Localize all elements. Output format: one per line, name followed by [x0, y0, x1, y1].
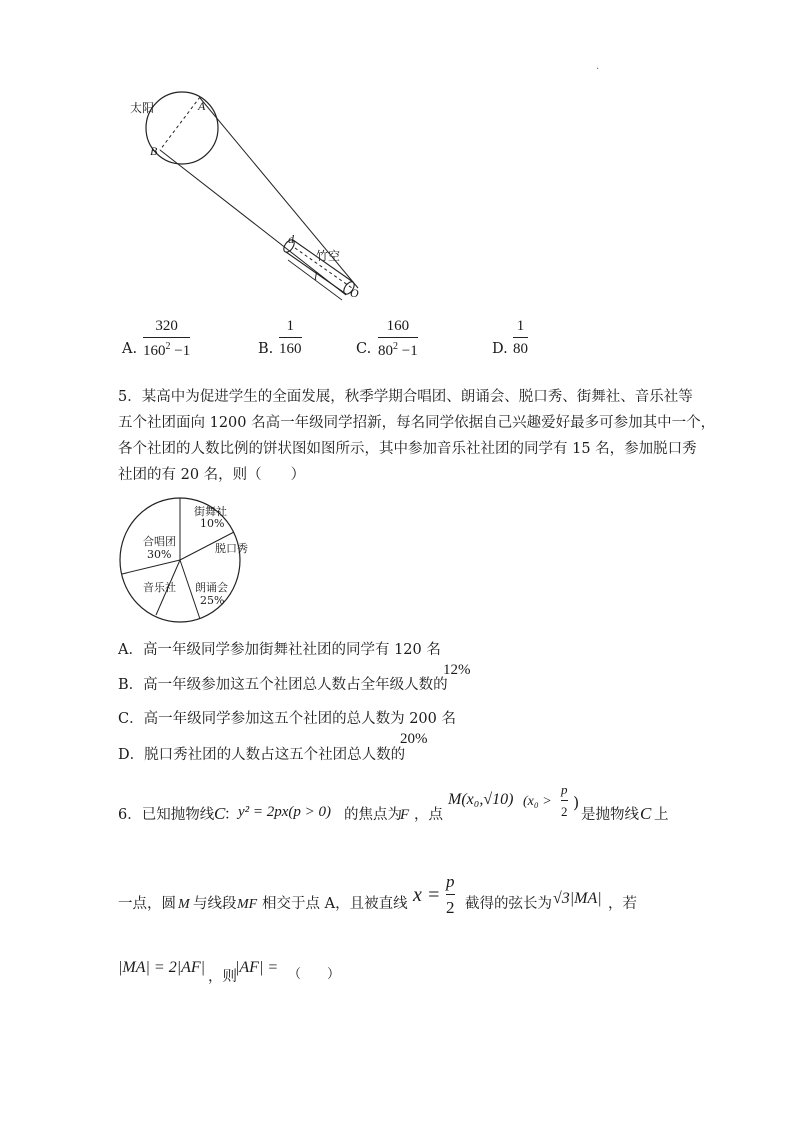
label-sun: 太阳: [130, 101, 155, 115]
q6-line2-c: 相交于点 A，且被直线: [262, 896, 408, 912]
q4-option-B-letter: B.: [258, 341, 274, 357]
q4-option-B-numerator: 1: [286, 318, 294, 334]
q6-comma-point: ，点: [414, 807, 443, 823]
q4-option-C-numerator: 160: [386, 318, 410, 334]
q6-C-label: C: [214, 804, 226, 823]
q4-option-B-fraction: [279, 318, 302, 358]
q6-cond-denominator: 2: [561, 804, 568, 819]
q6-on-parabola: 是抛物线: [581, 807, 639, 823]
q6-condition-rparen: ): [573, 793, 580, 812]
q6-C-label-2: C: [640, 804, 652, 823]
q5-option-D: D．脱口秀社团的人数占这五个社团总人数的: [118, 747, 406, 763]
label-B: B: [150, 144, 158, 158]
q4-option-A-letter: A.: [122, 341, 138, 357]
q5-option-D-value: 20%: [400, 731, 428, 747]
den-tail: −1: [170, 343, 191, 359]
pie-pct-recitation: 25%: [200, 594, 225, 607]
q6-line2-x: x =: [413, 884, 441, 906]
den-exp: 2: [165, 341, 171, 352]
pie-pct-choir: 30%: [147, 548, 172, 561]
den-base: 160: [143, 343, 166, 359]
q4-option-A-numerator: 320: [155, 318, 178, 334]
label-tube: 竹空: [316, 249, 341, 263]
fraction-bar: [513, 337, 528, 338]
q6-line2-M: M: [178, 897, 190, 912]
pie-label-music-club: 音乐社: [143, 581, 176, 594]
q6-condition-lhs: (x₀ >: [523, 794, 552, 809]
q6-parabola-eq: y² = 2px(p > 0): [238, 804, 332, 820]
q6-colon: ：: [224, 807, 239, 823]
fraction-bar: [143, 337, 190, 338]
q6-line2-a: 一点，圆: [118, 896, 176, 912]
fraction-bar: [561, 800, 568, 801]
pie-label-recitation: 朗诵会: [195, 581, 228, 594]
q5-option-C: C．高一年级同学参加这五个社团的总人数为 200 名: [118, 711, 456, 727]
den-exp: 2: [393, 341, 398, 352]
q6-line2-denominator: 2: [446, 898, 455, 917]
q6-line2-chord: √3|MA|: [553, 890, 602, 907]
fraction-bar: [378, 337, 418, 338]
q4-option-A-denominator: [143, 341, 190, 360]
q4-option-B-denominator: 160: [279, 341, 302, 357]
club-pie-chart: [118, 494, 268, 634]
q6-condition-fraction: [561, 782, 568, 820]
q4-option-C-denominator: [378, 341, 418, 360]
q5-option-A: A．高一年级同学参加街舞社社团的同学有 120 名: [118, 642, 441, 658]
ray-lower: [160, 150, 346, 295]
q5-line-2: 五个社团面向 1200 名高一年级同学招新，每名同学依据自己兴趣爱好最多可参加其中一个，: [118, 415, 716, 431]
q4-option-D-letter: D.: [492, 341, 508, 357]
q5-line-3: 各个社团的人数比例的饼状图如图所示，其中参加音乐社社团的同学有 15 名，参加脱口秀: [118, 441, 697, 457]
pie-label-street-dance: 街舞社: [194, 505, 227, 518]
q6-line2-numerator: p: [446, 872, 455, 891]
pie-label-choir: 合唱团: [143, 535, 176, 548]
q6-cond-numerator: p: [561, 782, 568, 797]
den-tail: −1: [398, 343, 418, 359]
label-O: O: [350, 286, 359, 300]
q6-line2-e: ，若: [608, 896, 637, 912]
q6-line2-b: 与线段: [193, 896, 237, 912]
q6-number: 6．已知抛物线: [118, 807, 215, 823]
q6-line3-paren: （ ）: [288, 967, 341, 982]
q4-option-A-fraction: [143, 318, 190, 360]
q4-option-D-denominator: 80: [513, 341, 528, 357]
pie-label-talk-show: 脱口秀: [215, 542, 248, 555]
q6-line2-d: 截得的弦长为: [465, 896, 552, 912]
q6-line3-a: ，则: [208, 969, 237, 985]
den-base: 80: [378, 343, 393, 359]
sun-tube-figure: [120, 90, 380, 310]
q6-shang: 上: [654, 807, 669, 823]
q5-option-B: B．高一年级参加这五个社团总人数占全年级人数的: [118, 677, 448, 693]
q4-option-D-numerator: 1: [516, 318, 525, 334]
q4-option-C-letter: C.: [356, 341, 372, 357]
header-mark: .: [596, 61, 600, 72]
q5-line-1: 5．某高中为促进学生的全面发展，秋季学期合唱团、朗诵会、脱口秀、街舞社、音乐社等: [118, 389, 693, 405]
q5-line-4: 社团的有 20 名，则（ ）: [118, 467, 306, 483]
q6-F: F: [400, 807, 410, 823]
fraction-bar: [279, 337, 302, 338]
q6-line2-MF: MF: [237, 897, 258, 912]
q6-focus-text: 的焦点为: [344, 807, 402, 823]
q4-option-D-fraction: [513, 318, 528, 358]
fraction-bar: [446, 894, 455, 895]
q6-line2-fraction: [446, 872, 455, 918]
label-A: A: [198, 99, 206, 113]
q6-line3-equation: |MA| = 2|AF|: [118, 959, 206, 976]
q6-line3-af: |AF| =: [235, 959, 279, 976]
q5-option-B-value: 12%: [443, 662, 471, 678]
q6-M-point: M(x₀,√10): [448, 791, 514, 808]
pie-divider-left: [122, 560, 180, 574]
label-l: l: [314, 269, 318, 283]
q4-option-C-fraction: [378, 318, 418, 360]
pie-pct-street-dance: 10%: [200, 517, 225, 530]
sun-diameter-dashed: [160, 97, 200, 150]
label-d: d: [288, 232, 294, 246]
